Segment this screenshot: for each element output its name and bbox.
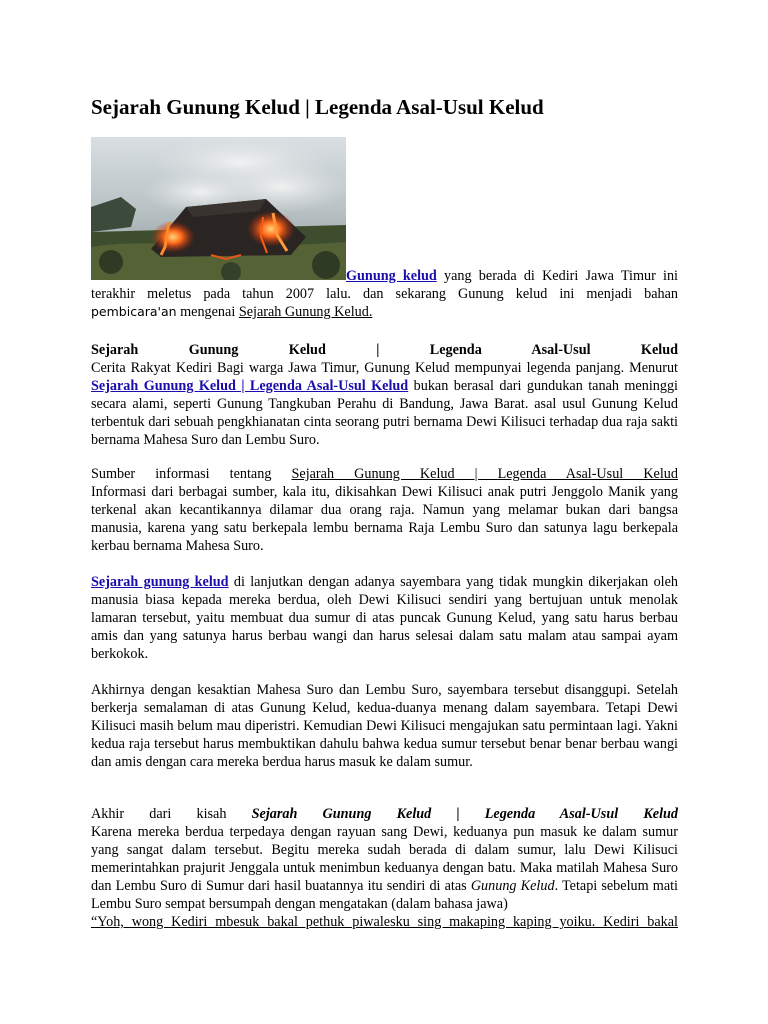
section-5 [91,805,678,931]
intro-text-3: mengenai [176,304,239,320]
intro-text-1: yang berada di Kediri Jawa Timur ini [436,268,678,284]
section-5-bold-italic: Sejarah Gunung Kelud | Legenda Asal-Usul Kelud [251,806,679,822]
section-5-text-b: . Tetapi sebelum mati Lembu Suro sempat bersumpah dengan mengatakan (dalam bahasa jawa) [91,878,678,912]
section-5-quote: “Yoh, wong Kediri mbesuk bakal pethuk piwalesku sing makaping kaping yoiku. Kediri bakal [91,914,678,930]
intro-line-1 [91,267,678,285]
section-1-body [91,359,678,449]
section-5-italic: Gunung Kelud [470,878,555,894]
section-2 [91,465,678,555]
section-5-text-a: Karena mereka berdua terpedaya dengan rayuan sang Dewi, keduanya pun masuk ke dalam sumur yang sangat dalam tersebut. Begitu mereka sudah berada di dalam sumur, lalu Dewi Kilisuci memerintahkan prajurit Jenggala untuk menimbun keduanya dengan batu. Maka matilah Mahesa Suro dan Lembu Suro di Sumur dari hasil buatannya itu sendiri di atas [91,824,678,894]
section-1-text-a: Cerita Rakyat Kediri Bagi warga Jawa Timur, Gunung Kelud mempunyai legenda panjang. Menurut [91,360,678,376]
section-2-body: Informasi dari berbagai sumber, kala itu, dikisahkan Dewi Kilisuci anak putri Jenggolo Manik yang terkenal akan kecantikannya dilamar dua orang raja. Namun yang melamar bukan dari bangsa manusia, karena yang satu berkepala lembu bernama Raja Lembu Suro dan satunya lagu berkepala kerbau bernama Mahesa Suro. [91,484,678,554]
section-3-text: di lanjutkan dengan adanya sayembara yang tidak mungkin dikerjakan oleh manusia biasa kepada mereka berdua, oleh Dewi Kilisuci sendiri yang bertujuan untuk menolak lamaran tersebut, yaitu membuat dua sumur di atas puncak Gunung Kelud, yang satu harus berbau amis dan yang satunya harus berbau wangi dan harus selesai dalam satu malam atau sampai ayam berkokok. [91,574,678,662]
section-1-text-b: bukan berasal dari gundukan tanah meninggi secara alami, seperti Gunung Tangkuban Perahu di Bandung, Jawa Barat. asal usul Gunung Kelud terbentuk dari sebuah pengkhianatan cinta seorang putri bernama Dewi Kilisuci terhadap dua raja sakti bernama Mahesa Suro dan Lembu Suro. [91,378,678,448]
page-title: Sejarah Gunung Kelud | Legenda Asal-Usul Kelud [91,95,544,119]
section-5-heading [91,805,678,823]
section-4 [91,681,678,771]
section-5-body [91,823,678,913]
intro-line-3 [91,303,678,321]
intro-line-2: terakhir meletus pada tahun 2007 lalu. dan sekarang Gunung kelud ini menjadi bahan [91,286,678,302]
section-1-heading: Sejarah Gunung Kelud | Legenda Asal-Usul Kelud [91,342,678,358]
section-2-underline: Sejarah Gunung Kelud | Legenda Asal-Usul Kelud [291,466,678,482]
section-3-body [91,573,678,663]
section-2-prefix: Sumber informasi tentang [91,466,292,482]
section-3 [91,573,678,663]
sejarah-legenda-link[interactable]: Sejarah Gunung Kelud | Legenda Asal-Usul Kelud [91,378,409,394]
volcano-photo [91,137,346,280]
section-2-heading [91,465,678,483]
section-4-body: Akhirnya dengan kesaktian Mahesa Suro dan Lembu Suro, sayembara tersebut disanggupi. Setelah berkerja semalaman di atas Gunung Kelud, kedua-duanya menang dalam sayembara. Tetapi Dewi Kilisuci masih belum mau diperistri. Kemudian Dewi Kilisuci mengajukan satu permintaan lagi. Yakni kedua raja tersebut harus membuktikan dahulu bahwa kedua sumur tersebut benar benar berbau wangi dan amis dengan cara mereka berdua harus masuk ke dalam sumur. [91,682,678,770]
sejarah-gunung-kelud-link[interactable]: Sejarah gunung kelud [91,574,229,590]
intro-paragraph [91,267,678,321]
gunung-kelud-link[interactable]: Gunung kelud [346,268,437,284]
section-5-prefix: Akhir dari kisah [91,806,252,822]
section-1 [91,341,678,449]
intro-sans-word: pembicara'an [91,304,177,319]
sejarah-underline-text: Sejarah Gunung Kelud. [238,304,373,320]
